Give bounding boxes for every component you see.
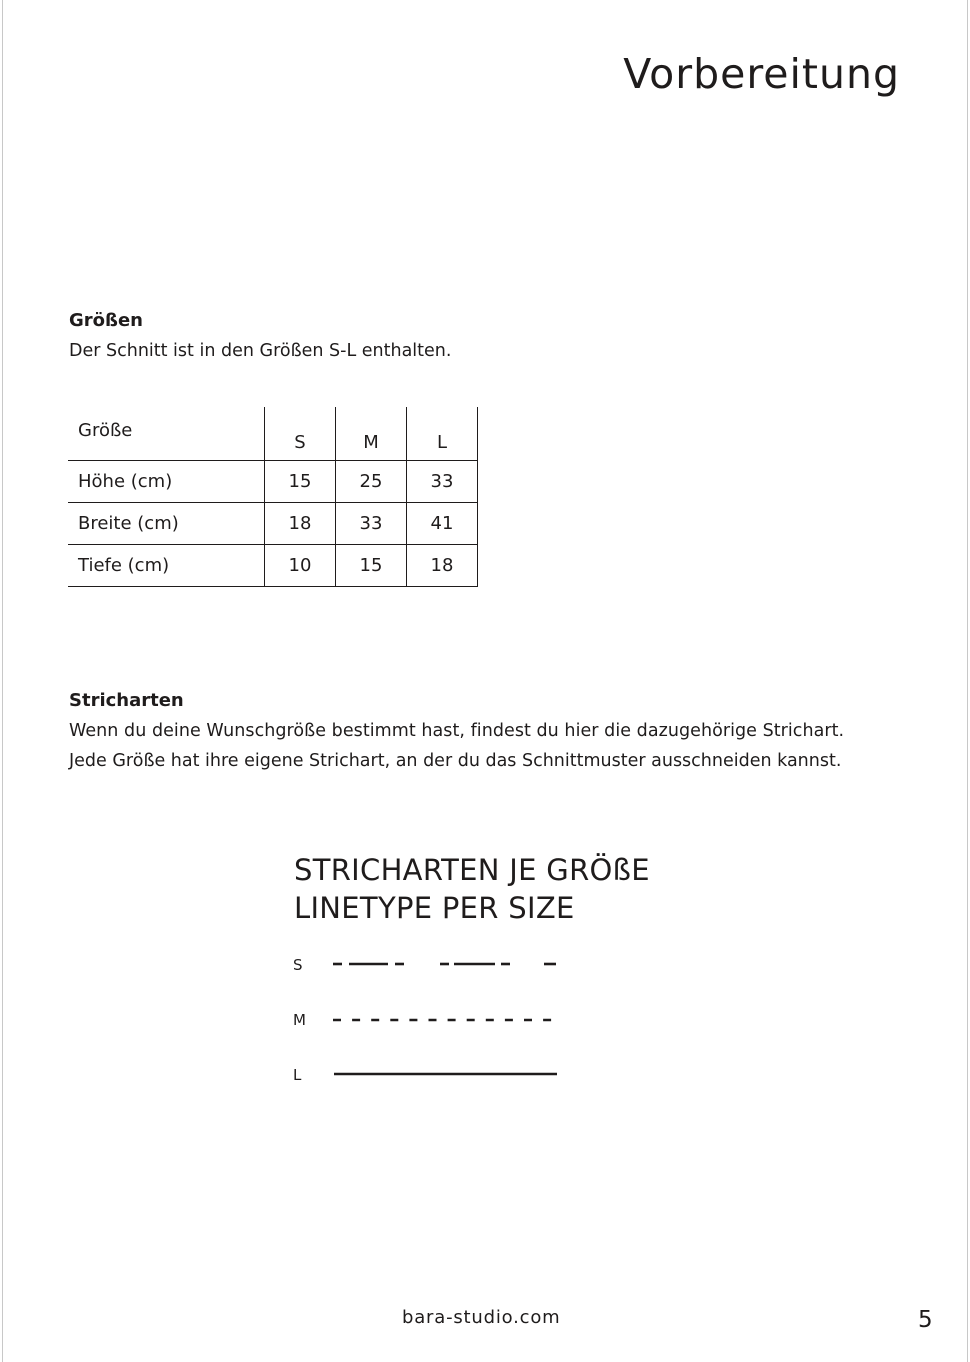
size-table-header-l: L <box>407 407 478 461</box>
cell-l: 33 <box>407 461 478 503</box>
size-table-header-s: S <box>265 407 336 461</box>
linetype-row-m <box>293 1008 563 1032</box>
cell-l: 18 <box>407 545 478 587</box>
cell-m: 25 <box>336 461 407 503</box>
row-label: Breite (cm) <box>68 503 265 545</box>
linetype-sample-m <box>293 1008 563 1032</box>
linetypes-description-line2: Jede Größe hat ihre eigene Strichart, an der du das Schnittmuster ausschneiden kannst. <box>69 751 842 771</box>
linetype-row-l <box>293 1063 563 1087</box>
linetype-legend-title-de: STRICHARTEN JE GRÖßE <box>294 853 650 887</box>
cell-s: 15 <box>265 461 336 503</box>
cell-m: 33 <box>336 503 407 545</box>
cell-m: 15 <box>336 545 407 587</box>
linetypes-description-line1: Wenn du deine Wunschgröße bestimmt hast, findest du hier die dazugehörige Strichart. <box>69 721 845 741</box>
size-table-header-label: Größe <box>68 407 265 461</box>
linetype-sample-s <box>293 953 563 977</box>
table-row <box>68 461 478 503</box>
page-edge-right <box>967 0 968 1362</box>
sizes-heading: Größen <box>69 310 143 331</box>
linetype-sample-l <box>293 1063 563 1087</box>
linetype-label-m: M <box>293 1011 306 1029</box>
linetype-label-s: S <box>293 956 303 974</box>
page-title: Vorbereitung <box>623 50 900 98</box>
page-number: 5 <box>918 1307 933 1333</box>
linetype-label-l: L <box>293 1066 302 1084</box>
sizes-description: Der Schnitt ist in den Größen S-L enthalten. <box>69 341 452 361</box>
linetype-legend-title-en: LINETYPE PER SIZE <box>294 891 575 925</box>
table-row <box>68 545 478 587</box>
linetypes-heading: Stricharten <box>69 690 184 711</box>
row-label: Tiefe (cm) <box>68 545 265 587</box>
linetype-legend-title <box>294 851 650 927</box>
linetype-row-s <box>293 953 563 977</box>
size-table <box>68 407 478 587</box>
page-edge-left <box>2 0 3 1362</box>
size-table-header-row <box>68 407 478 461</box>
footer-website: bara-studio.com <box>402 1307 561 1328</box>
table-row <box>68 503 478 545</box>
row-label: Höhe (cm) <box>68 461 265 503</box>
cell-l: 41 <box>407 503 478 545</box>
cell-s: 18 <box>265 503 336 545</box>
size-table-header-m: M <box>336 407 407 461</box>
cell-s: 10 <box>265 545 336 587</box>
